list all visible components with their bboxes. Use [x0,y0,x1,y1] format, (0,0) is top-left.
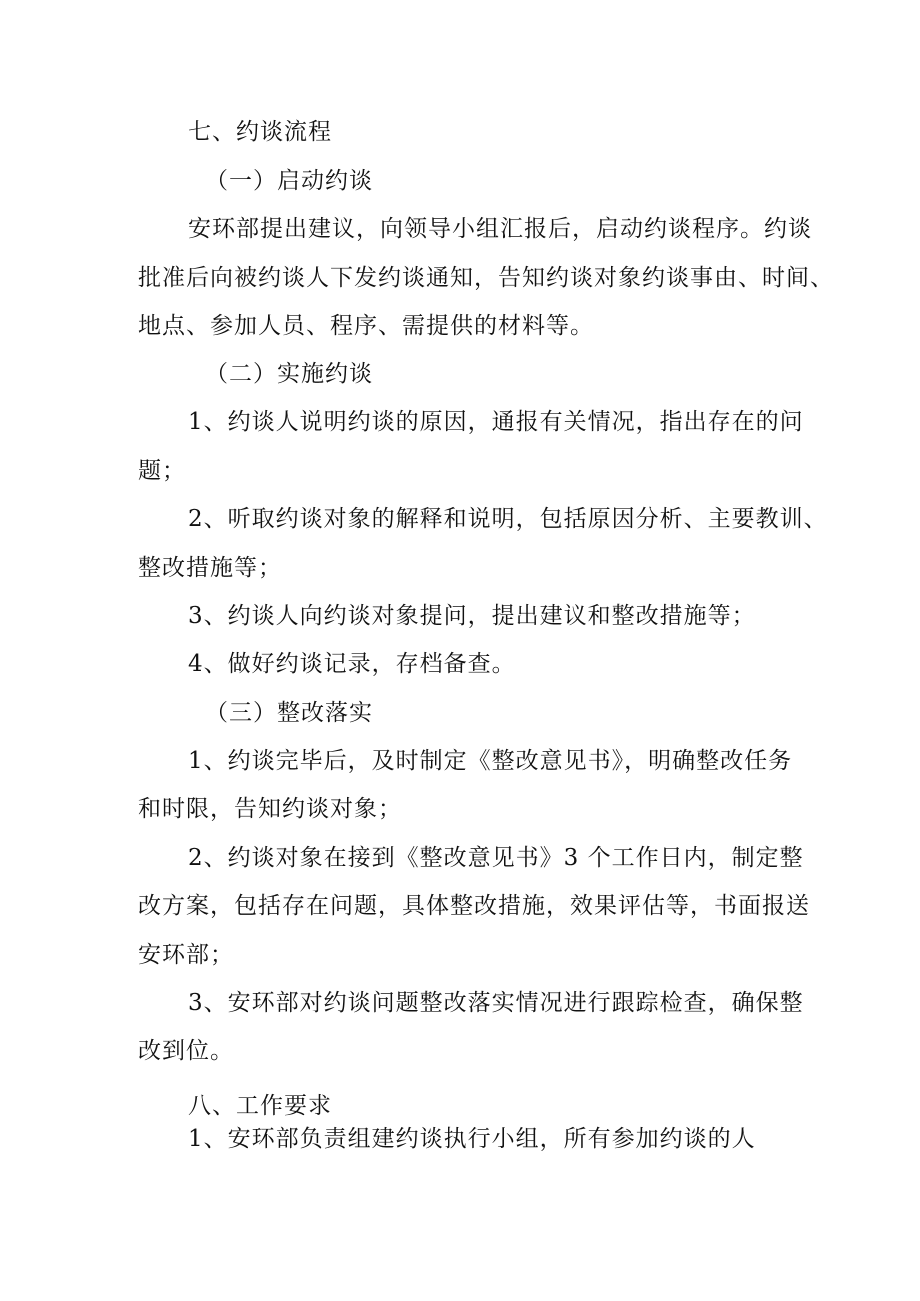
paragraph-line: 批准后向被约谈人下发约谈通知，告知约谈对象约谈事由、时间、 [138,265,834,291]
section-7-heading: 七、约谈流程 [188,119,332,145]
list-item-line: 1、安环部负责组建约谈执行小组，所有参加约谈的人 [188,1126,756,1152]
list-item-line: 2、听取约谈对象的解释和说明，包括原因分析、主要教训、 [188,506,828,532]
subsection-2-heading: （二）实施约谈 [205,361,373,387]
list-item-line: 和时限，告知约谈对象； [138,796,402,822]
subsection-3-heading: （三）整改落实 [205,700,373,726]
list-item-line: 整改措施等； [138,555,282,581]
list-item-line: 题； [138,458,186,484]
paragraph-line: 地点、参加人员、程序、需提供的材料等。 [138,313,594,339]
subsection-1-heading: （一）启动约谈 [205,168,373,194]
list-item-line: 安环部； [138,942,234,968]
list-item-line: 4、做好约谈记录，存档备查。 [188,651,516,677]
section-8-heading: 八、工作要求 [188,1093,332,1119]
list-item-line: 1、约谈完毕后，及时制定《整改意见书》，明确整改任务 [188,748,793,774]
list-item-line: 3、安环部对约谈问题整改落实情况进行跟踪检查，确保整 [188,990,804,1016]
list-item-line: 2、约谈对象在接到《整改意见书》3 个工作日内，制定整 [188,845,804,871]
list-item-line: 3、约谈人向约谈对象提问，提出建议和整改措施等； [188,603,756,629]
list-item-line: 1、约谈人说明约谈的原因，通报有关情况，指出存在的问 [188,409,804,435]
list-item-line: 改方案，包括存在问题，具体整改措施，效果评估等，书面报送 [138,893,810,919]
list-item-line: 改到位。 [138,1038,234,1064]
paragraph-line: 安环部提出建议，向领导小组汇报后，启动约谈程序。约谈 [188,216,812,242]
